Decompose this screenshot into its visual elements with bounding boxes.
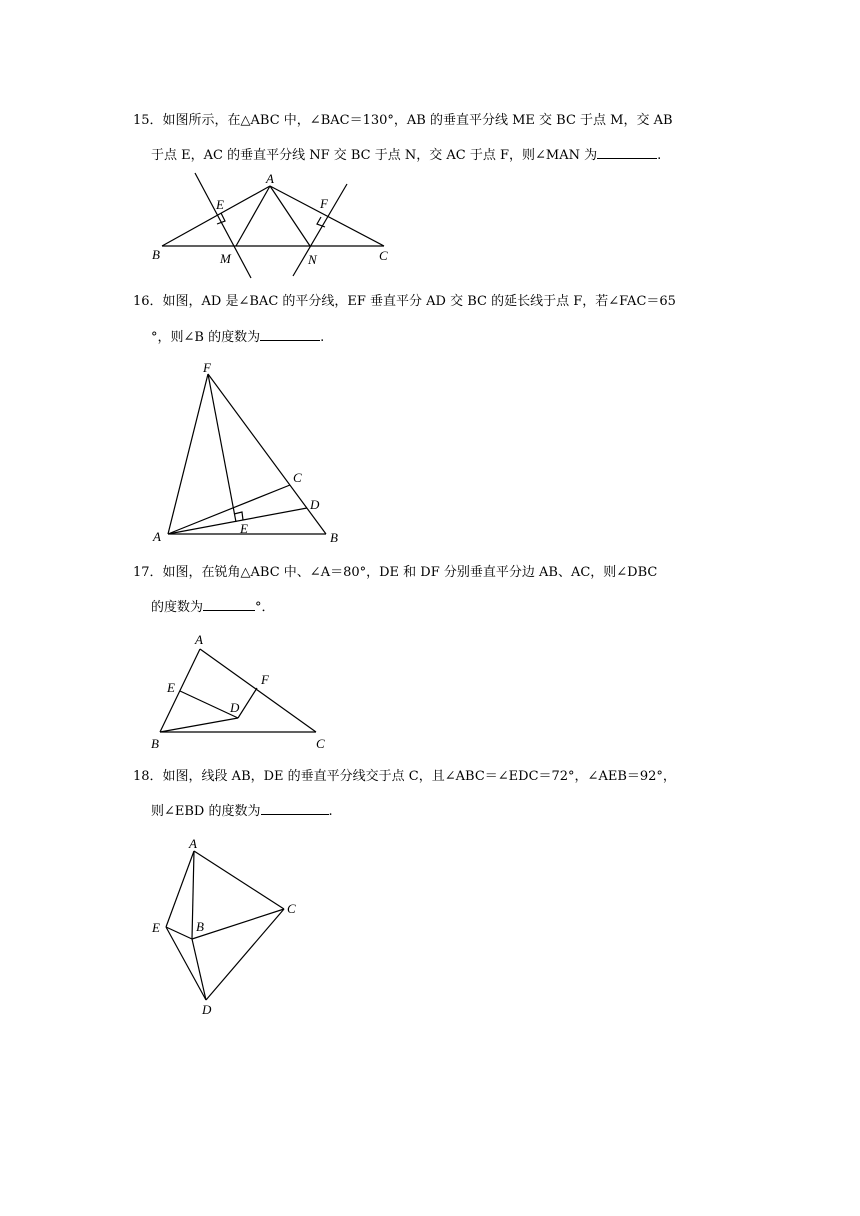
label-B: B xyxy=(151,736,159,751)
label-E: E xyxy=(152,920,160,935)
segment-AC xyxy=(200,649,316,732)
q15-line2-text: 于点 E，AC 的垂直平分线 NF 交 BC 于点 N，交 AC 于点 F，则∠MAN 为 xyxy=(151,148,598,163)
label-C: C xyxy=(287,901,296,916)
q15-end: . xyxy=(657,148,662,163)
segment-AF xyxy=(168,374,208,534)
label-E: E xyxy=(240,521,248,536)
q18-end: . xyxy=(328,804,333,819)
label-B: B xyxy=(152,247,160,262)
label-B: B xyxy=(196,919,204,934)
q18-line1: 18．如图，线段 AB，DE 的垂直平分线交于点 C，且∠ABC＝∠EDC＝72°，∠AEB＝92°， xyxy=(133,769,676,784)
segment-AB xyxy=(160,649,200,732)
label-F: F xyxy=(203,360,211,375)
answer-blank[interactable] xyxy=(597,145,657,159)
segment-BC xyxy=(192,909,284,939)
answer-blank[interactable] xyxy=(203,597,255,611)
label-E: E xyxy=(216,197,224,212)
label-A: A xyxy=(189,836,197,851)
q15-line1: 15．如图所示，在△ABC 中，∠BAC＝130°，AB 的垂直平分线 ME 交 BC 于点 M，交 AB xyxy=(133,113,673,128)
segment-AC xyxy=(270,186,384,246)
q17-line2 xyxy=(151,597,275,618)
q17-end: °． xyxy=(255,600,275,615)
q16-line1: 16．如图，AD 是∠BAC 的平分线，EF 垂直平分 AD 交 BC 的延长线于点 F，若∠FAC＝65 xyxy=(133,294,676,309)
segment-BD xyxy=(160,718,238,732)
q16-end: . xyxy=(320,330,325,345)
q17-figure xyxy=(150,630,340,755)
q18-line2 xyxy=(151,801,333,822)
segment-BD xyxy=(192,939,206,1000)
label-D: D xyxy=(310,497,320,512)
q18-figure xyxy=(150,835,320,1025)
label-A: A xyxy=(195,632,203,647)
segment-AB xyxy=(162,186,270,246)
segment-FB xyxy=(208,374,326,534)
segment-AB xyxy=(192,851,194,939)
label-D: D xyxy=(202,1002,212,1017)
segment-DC xyxy=(206,909,284,1000)
label-N: N xyxy=(308,252,317,267)
segment-AE xyxy=(166,851,194,927)
label-C: C xyxy=(293,470,302,485)
label-B: B xyxy=(330,530,338,545)
segment-FD xyxy=(238,688,257,718)
q16-figure xyxy=(150,358,350,548)
segment-AN xyxy=(270,186,310,246)
segment-ED xyxy=(166,927,206,1000)
label-D: D xyxy=(230,700,240,715)
answer-blank[interactable] xyxy=(260,327,320,341)
label-A: A xyxy=(266,171,274,186)
label-E: E xyxy=(167,680,175,695)
label-C: C xyxy=(379,248,388,263)
q16-line2-text: °，则∠B 的度数为 xyxy=(151,330,261,345)
q16-line2 xyxy=(151,327,324,348)
segment-AC xyxy=(194,851,284,909)
segment-AC xyxy=(168,485,290,534)
label-M: M xyxy=(220,251,231,266)
q15-figure xyxy=(150,168,410,278)
segment-AD xyxy=(168,508,307,534)
label-C: C xyxy=(316,736,325,751)
label-F: F xyxy=(261,672,269,687)
q17-line2-text: 的度数为 xyxy=(151,600,204,615)
label-A: A xyxy=(153,529,161,544)
segment-FE xyxy=(208,374,236,522)
q15-line2 xyxy=(151,145,661,166)
right-angle-mark-F xyxy=(317,217,325,227)
label-F: F xyxy=(320,196,328,211)
answer-blank[interactable] xyxy=(261,801,329,815)
q17-line1: 17．如图，在锐角△ABC 中、∠A＝80°，DE 和 DF 分别垂直平分边 AB、AC，则∠DBC xyxy=(133,565,658,580)
q18-line2-text: 则∠EBD 的度数为 xyxy=(151,804,261,819)
